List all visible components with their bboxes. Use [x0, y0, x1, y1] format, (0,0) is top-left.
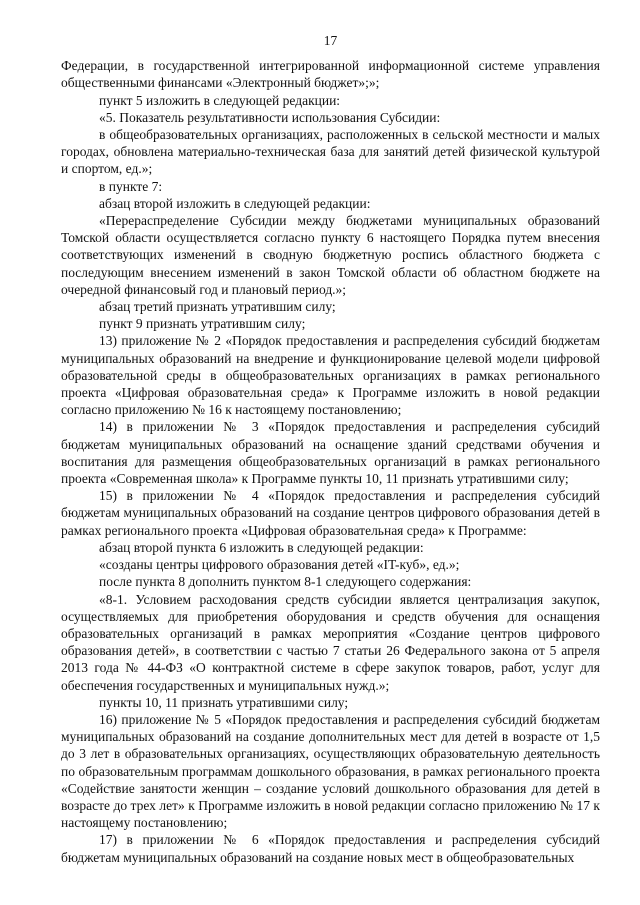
paragraph: «8-1. Условием расходования средств субсидии является централизация закупок, осуществляемых для приобретения оборудования и средств обучения для оснащения образовательных организаций в рамках мероприятия «Создание центров цифрового образования детей», в соответствии с частью 7 статьи 26 Федерального закона от 5 апреля 2013 года № 44-ФЗ «О контрактной системе в сфере закупок товаров, работ, услуг для обеспечения государственных и муниципальных нужд.»; [61, 591, 600, 693]
paragraph: 13) приложение № 2 «Порядок предоставления и распределения субсидий бюджетам муниципальных образований на внедрение и функционирование целевой модели цифровой образовательной среды в общеобразовательных организациях в рамках регионального проекта «Цифровая образовательная среда» к Программе изложить в новой редакции согласно приложению № 16 к настоящему постановлению; [61, 333, 600, 418]
paragraph: 16) приложение № 5 «Порядок предоставления и распределения субсидий бюджетам муниципальных образований на создание дополнительных мест для детей в возрасте от 1,5 до 3 лет в образовательных организациях, осуществляющих образовательную деятельность по образовательным программам дошкольного образования, в рамках регионального проекта «Содействие занятости женщин – создание условий дошкольного образования для детей в возрасте до трех лет» к Программе изложить в новой редакции согласно приложению № 17 к настоящему постановлению; [61, 711, 600, 831]
paragraph: абзац второй изложить в следующей редакции: [99, 195, 371, 211]
paragraph: после пункта 8 дополнить пунктом 8-1 следующего содержания: [99, 574, 472, 590]
paragraph: Федерации, в государственной интегрированной информационной системе управления общественными финансами «Электронный бюджет»;»; [61, 58, 600, 91]
page-number: 17 [323, 33, 338, 48]
paragraph: «5. Показатель результативности использования Субсидии: [99, 109, 441, 125]
paragraph: пункт 5 изложить в следующей редакции: [99, 92, 341, 108]
paragraph: пункты 10, 11 признать утратившими силу; [99, 694, 349, 710]
paragraph: абзац второй пункта 6 изложить в следующей редакции: [99, 539, 424, 555]
paragraph: «Перераспределение Субсидии между бюджетами муниципальных образований Томской области осуществляется согласно пункту 6 настоящего Порядка путем внесения соответствующих изменений в сводную бюджетную роспись областного бюджета с последующим внесением изменений в закон Томской области об областном бюджете на очередной финансовый год и плановый период.»; [61, 213, 600, 297]
paragraph: 14) в приложении № 3 «Порядок предоставления и распределения субсидий бюджетам муниципальных образований на оснащение зданий средствами обучения и воспитания для размещения общеобразовательных организаций в рамках регионального проекта «Современная школа» к Программе пункты 10, 11 признать утратившими силу; [61, 419, 600, 487]
paragraph: абзац третий признать утратившим силу; [99, 299, 336, 315]
paragraph: 17) в приложении № 6 «Порядок предоставления и распределения субсидий бюджетам муниципальных образований на создание новых мест в общеобразовательных [61, 832, 600, 865]
paragraph: пункт 9 признать утратившим силу; [99, 316, 306, 332]
paragraph: в общеобразовательных организациях, расположенных в сельской местности и малых городах, обновлена материально-техническая база для занятий детей физической культурой и спортом, ед.»; [61, 127, 600, 177]
paragraph: «созданы центры цифрового образования детей «IT-куб», ед.»; [99, 557, 460, 573]
document-body [61, 57, 600, 866]
paragraph: в пункте 7: [99, 178, 163, 194]
paragraph: 15) в приложении № 4 «Порядок предоставления и распределения субсидий бюджетам муниципальных образований на создание центров цифрового образования детей в рамках регионального проекта «Цифровая образовательная среда» к Программе: [61, 488, 600, 538]
